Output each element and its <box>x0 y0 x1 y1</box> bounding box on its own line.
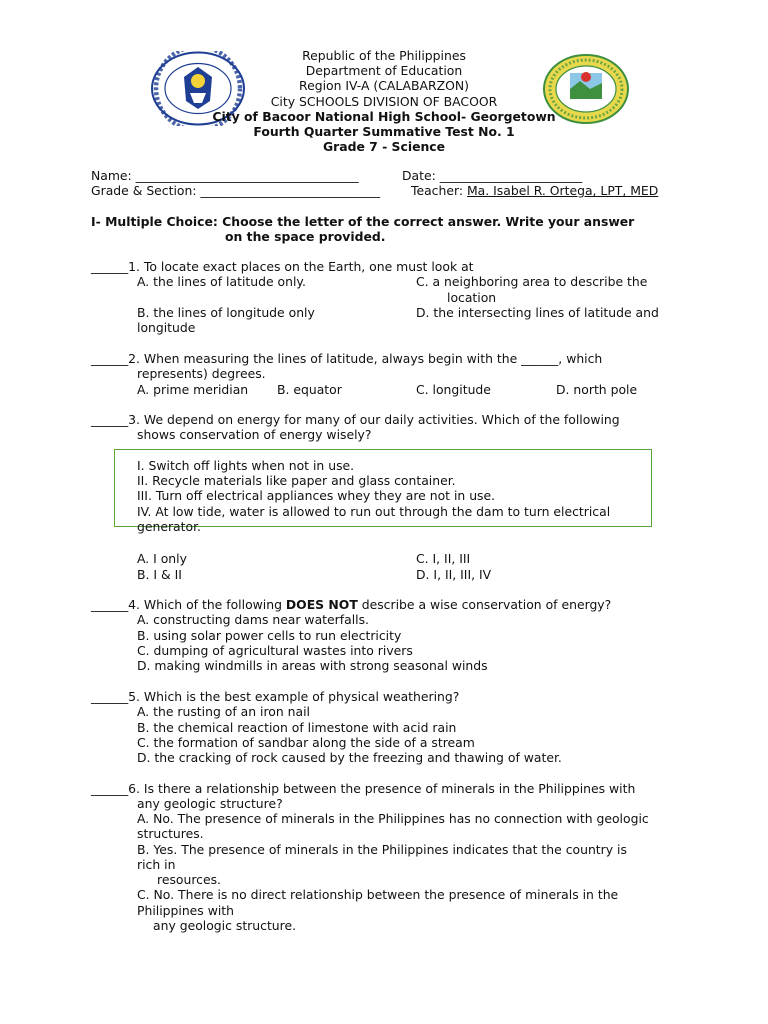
question-1-option-b-cont: longitude <box>137 320 196 335</box>
teacher-label: Teacher: <box>411 183 464 198</box>
question-2-option-b: B. equator <box>277 382 342 397</box>
question-2-option-c: C. longitude <box>416 382 491 397</box>
header-republic: Republic of the Philippines <box>302 48 466 63</box>
instructions-line2: on the space provided. <box>225 229 386 244</box>
question-6-option-a: A. No. The presence of minerals in the Philippines has no connection with geologic <box>137 811 649 826</box>
question-6-option-b-cont2: resources. <box>157 872 221 887</box>
header-region: Region IV-A (CALABARZON) <box>299 78 469 93</box>
question-3-statement-2: II. Recycle materials like paper and glass container. <box>137 473 456 488</box>
question-6-option-c-cont: Philippines with <box>137 903 234 918</box>
header-division: City SCHOOLS DIVISION OF BACOOR <box>270 94 498 109</box>
header-test-title: Fourth Quarter Summative Test No. 1 <box>253 124 515 139</box>
question-3-option-b: B. I & II <box>137 567 182 582</box>
question-1-option-a: A. the lines of latitude only. <box>137 274 306 289</box>
instructions-line1: I- Multiple Choice: Choose the letter of the correct answer. Write your answer <box>91 214 635 229</box>
question-2-option-a: A. prime meridian <box>137 382 249 397</box>
header-school-name: City of Bacoor National High School- Georgetown <box>212 109 556 124</box>
question-4-stem-emphasis: DOES NOT <box>285 597 358 612</box>
question-1-option-c-cont: location <box>447 290 497 305</box>
question-5-option-d: D. the cracking of rock caused by the freezing and thawing of water. <box>137 750 562 765</box>
question-3-statement-4: IV. At low tide, water is allowed to run out through the dam to turn electrical <box>137 504 611 519</box>
question-6-option-b-cont: rich in <box>137 857 176 872</box>
question-5-option-b: B. the chemical reaction of limestone with acid rain <box>137 720 457 735</box>
question-3-statement-3: III. Turn off electrical appliances whey they are not in use. <box>137 488 496 503</box>
question-2-stem: ______2. When measuring the lines of latitude, always begin with the ______, which <box>91 351 603 366</box>
date-field: Date: _______________________ <box>402 168 583 183</box>
question-4-stem-pre: ______4. Which of the following <box>91 597 286 612</box>
question-6-option-c-cont2: any geologic structure. <box>153 918 297 933</box>
teacher-name: Ma. Isabel R. Ortega, LPT, MED <box>466 183 659 198</box>
question-3-statement-1: I. Switch off lights when not in use. <box>137 458 355 473</box>
header-department: Department of Education <box>305 63 463 78</box>
question-5-stem: ______5. Which is the best example of physical weathering? <box>91 689 460 704</box>
question-6-stem: ______6. Is there a relationship between the presence of minerals in the Philippines with <box>91 781 636 796</box>
question-6-stem-cont: any geologic structure? <box>137 796 283 811</box>
teacher-field <box>411 183 658 198</box>
question-3-stem-cont: shows conservation of energy wisely? <box>137 427 372 442</box>
question-2-stem-cont: represents) degrees. <box>137 366 266 381</box>
question-1-option-c: C. a neighboring area to describe the <box>416 274 648 289</box>
question-1-option-b: B. the lines of longitude only <box>137 305 315 320</box>
question-3-statement-4-cont: generator. <box>137 519 201 534</box>
question-3-option-a: A. I only <box>137 551 187 566</box>
grade-section-field: Grade & Section: _____________________________ <box>91 183 381 198</box>
header-grade-subject: Grade 7 - Science <box>322 139 446 154</box>
name-field: Name: ____________________________________ <box>91 168 359 183</box>
question-6-option-a-cont: structures. <box>137 826 204 841</box>
question-5-option-c: C. the formation of sandbar along the side of a stream <box>137 735 475 750</box>
question-6-option-b: B. Yes. The presence of minerals in the Philippines indicates that the country is <box>137 842 627 857</box>
question-4-option-c: C. dumping of agricultural wastes into rivers <box>137 643 413 658</box>
question-1-stem: ______1. To locate exact places on the Earth, one must look at <box>91 259 474 274</box>
question-5-option-a: A. the rusting of an iron nail <box>137 704 311 719</box>
question-1-option-d: D. the intersecting lines of latitude and <box>416 305 659 320</box>
question-2-option-d: D. north pole <box>556 382 638 397</box>
question-6-option-c: C. No. There is no direct relationship between the presence of minerals in the <box>137 887 619 902</box>
question-4-stem <box>91 597 611 612</box>
question-4-stem-post: describe a wise conservation of energy? <box>357 597 612 612</box>
question-4-option-d: D. making windmills in areas with strong seasonal winds <box>137 658 488 673</box>
question-4-option-b: B. using solar power cells to run electricity <box>137 628 402 643</box>
question-3-option-c: C. I, II, III <box>416 551 471 566</box>
question-3-option-d: D. I, II, III, IV <box>416 567 492 582</box>
question-3-stem: ______3. We depend on energy for many of our daily activities. Which of the following <box>91 412 620 427</box>
question-4-option-a: A. constructing dams near waterfalls. <box>137 612 369 627</box>
